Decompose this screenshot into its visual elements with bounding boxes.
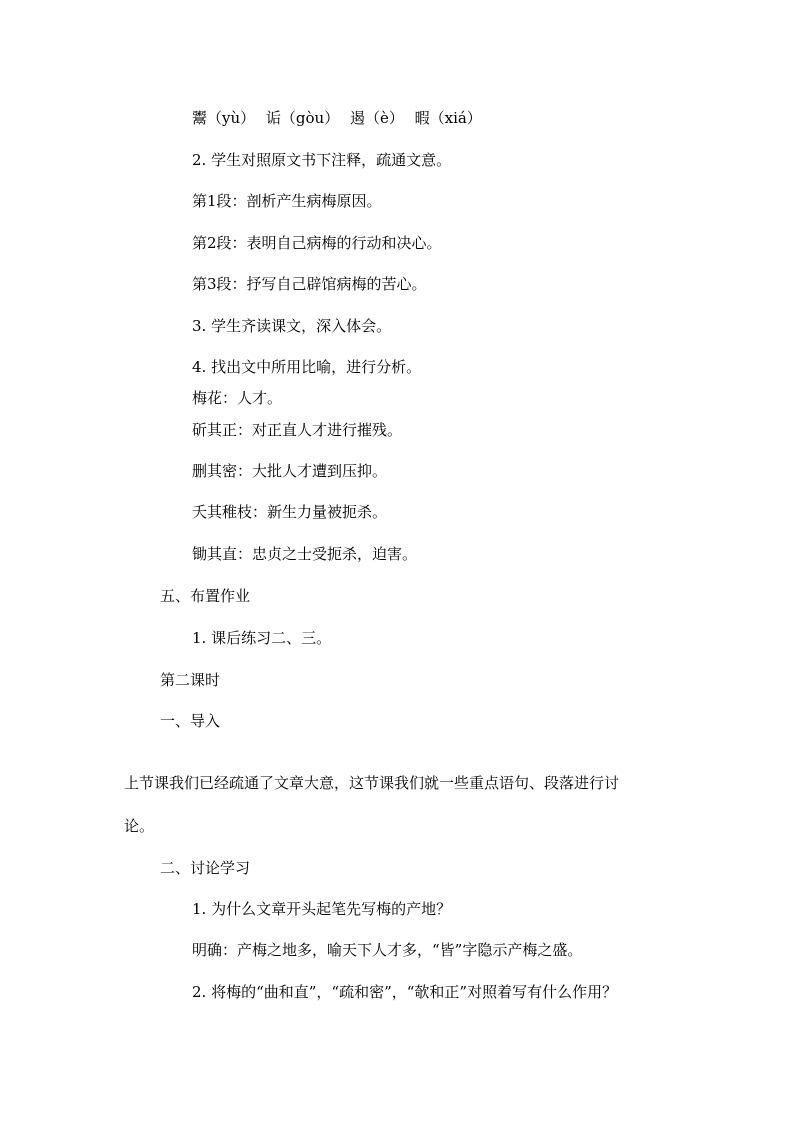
intro-paragraph-line-2: 论。 (124, 817, 155, 835)
pronunciation-line: 鬻（yù） 诟（gòu） 遏（è） 暇（xiá） (192, 109, 482, 127)
metaphor-chu: 锄其直：忠贞之士受扼杀，迫害。 (192, 545, 418, 563)
section-1-heading: 一、导入 (160, 712, 221, 730)
metaphor-zhuo: 斫其正：对正直人才进行摧残。 (192, 421, 403, 439)
question-2: 2. 将梅的“曲和直”，“疏和密”，“欹和正”对照着写有什么作用？ (192, 983, 618, 1001)
lesson-2-title: 第二课时 (160, 671, 221, 689)
intro-paragraph-line-1: 上节课我们已经疏通了文章大意，这节课我们就一些重点语句、段落进行讨 (124, 774, 620, 792)
metaphor-shan: 删其密：大批人才遭到压抑。 (192, 462, 388, 480)
step-3-heading: 3. 学生齐读课文，深入体会。 (192, 317, 392, 335)
question-1: 1. 为什么文章开头起笔先写梅的产地？ (192, 900, 452, 918)
homework-item: 1. 课后练习二、三。 (192, 629, 332, 647)
paragraph-1-summary: 第1段：剖析产生病梅原因。 (192, 192, 382, 210)
section-2-heading: 二、讨论学习 (160, 859, 251, 877)
metaphor-plum: 梅花：人才。 (192, 389, 283, 407)
metaphor-yao: 夭其稚枝：新生力量被扼杀。 (192, 503, 388, 521)
answer-1: 明确：产梅之地多，喻天下人才多，“皆”字隐示产梅之盛。 (192, 941, 583, 959)
section-5-heading: 五、布置作业 (160, 587, 251, 605)
step-4-heading: 4. 找出文中所用比喻，进行分析。 (192, 358, 422, 376)
paragraph-2-summary: 第2段：表明自己病梅的行动和决心。 (192, 234, 442, 252)
step-2-heading: 2. 学生对照原文书下注释，疏通文意。 (192, 151, 452, 169)
paragraph-3-summary: 第3段：抒写自己辟馆病梅的苦心。 (192, 275, 427, 293)
